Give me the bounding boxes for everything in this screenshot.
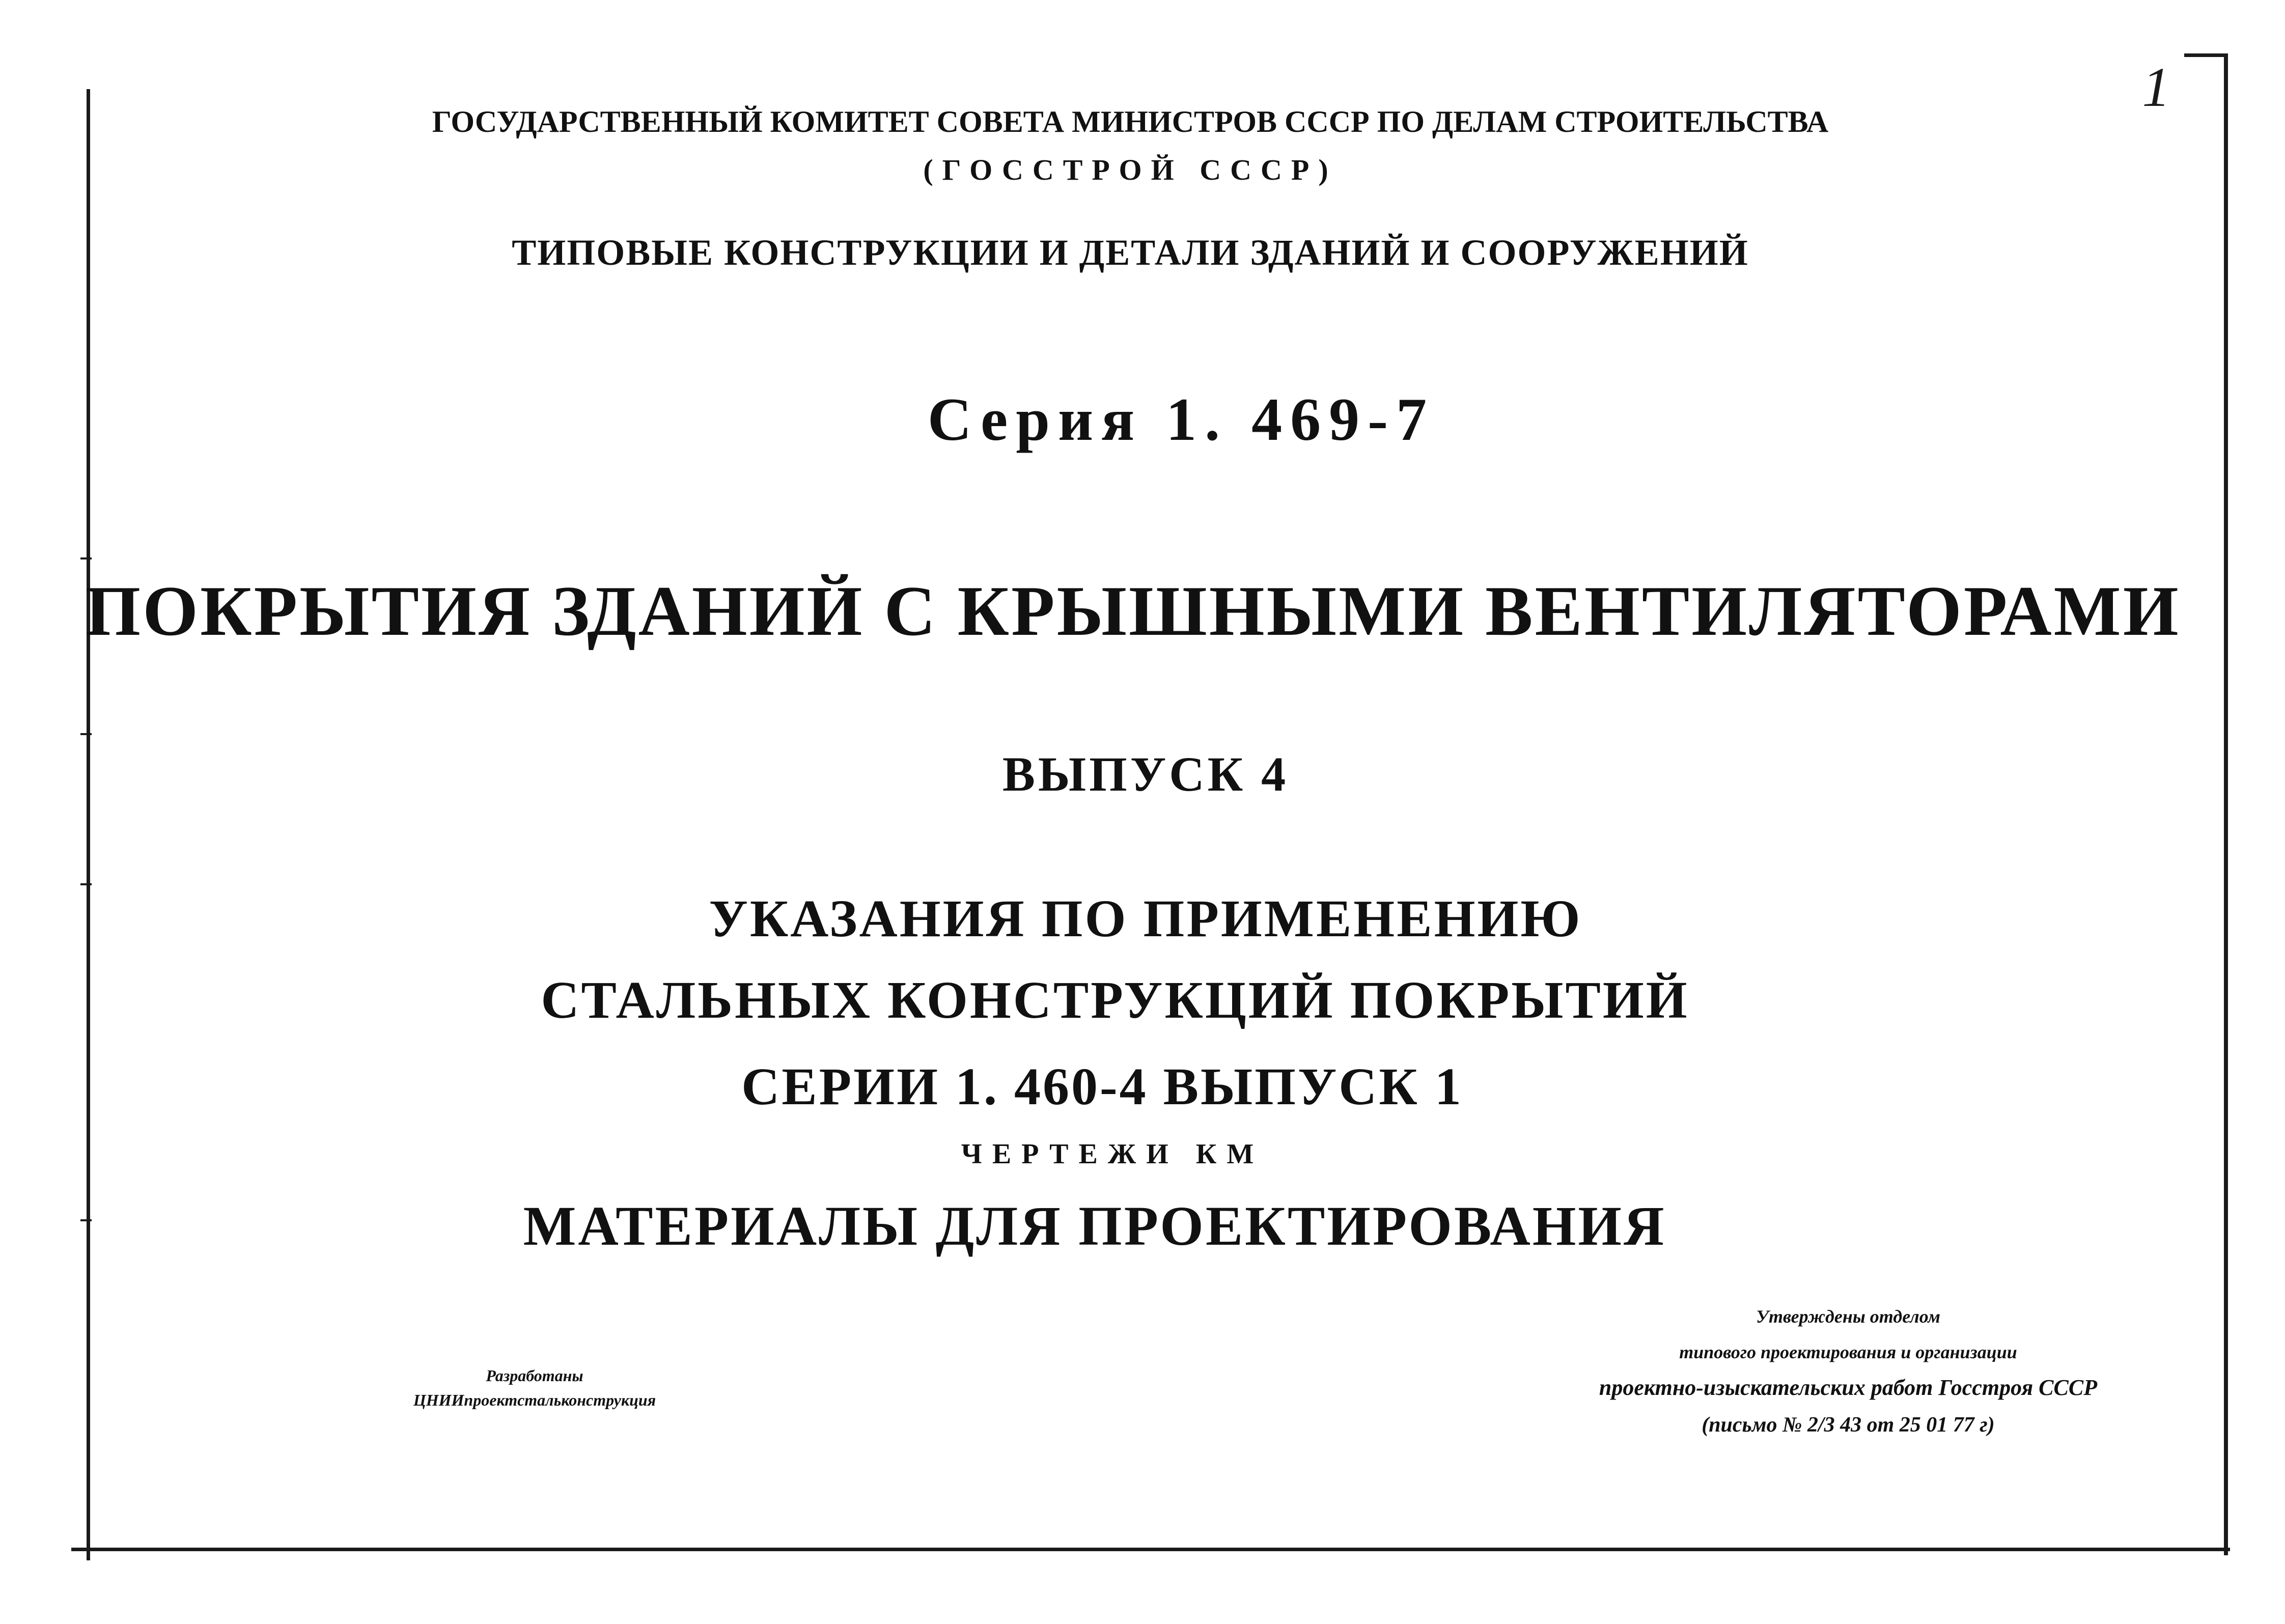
- document-title: ПОКРЫТИЯ ЗДАНИЙ С КРЫШНЫМИ ВЕНТИЛЯТОРАМИ: [85, 572, 2181, 651]
- frame-left: [87, 89, 90, 1560]
- sheet-number: 1: [2142, 56, 2170, 118]
- developed-label: Разработаны: [486, 1366, 583, 1385]
- binding-tick: [80, 557, 92, 559]
- frame-top-right: [2184, 53, 2228, 57]
- frame-bottom: [71, 1548, 2230, 1551]
- collection-title: ТИПОВЫЕ КОНСТРУКЦИИ И ДЕТАЛИ ЗДАНИЙ И СООРУЖЕНИЙ: [512, 232, 1749, 273]
- approved-line-3: проектно-изыскательских работ Госстроя СССР: [1599, 1375, 2098, 1400]
- binding-tick: [80, 883, 92, 885]
- committee-short-name: (ГОССТРОЙ СССР): [923, 153, 1337, 186]
- binding-tick: [80, 733, 92, 735]
- issue-number: ВЫПУСК 4: [1002, 747, 1289, 801]
- developed-organization: ЦНИИпроектстальконструкция: [413, 1391, 656, 1409]
- materials-title: МАТЕРИАЛЫ ДЛЯ ПРОЕКТИРОВАНИЯ: [523, 1195, 1666, 1257]
- instructions-line-1: УКАЗАНИЯ ПО ПРИМЕНЕНИЮ: [709, 889, 1582, 948]
- committee-name: ГОСУДАРСТВЕННЫЙ КОМИТЕТ СОВЕТА МИНИСТРОВ СССР ПО ДЕЛАМ СТРОИТЕЛЬСТВА: [432, 105, 1829, 138]
- approved-line-4: (письмо № 2/3 43 от 25 01 77 г): [1702, 1413, 1995, 1437]
- instructions-line-2: СТАЛЬНЫХ КОНСТРУКЦИЙ ПОКРЫТИЙ: [541, 971, 1689, 1029]
- drawings-label: ЧЕРТЕЖИ КМ: [961, 1138, 1264, 1170]
- frame-right: [2224, 53, 2228, 1555]
- instructions-line-3: СЕРИИ 1. 460-4 ВЫПУСК 1: [741, 1057, 1463, 1116]
- approved-line-1: Утверждены отделом: [1755, 1306, 1941, 1327]
- approved-line-2: типового проектирования и организации: [1679, 1342, 2017, 1362]
- series-number: Серия 1. 469-7: [927, 385, 1435, 453]
